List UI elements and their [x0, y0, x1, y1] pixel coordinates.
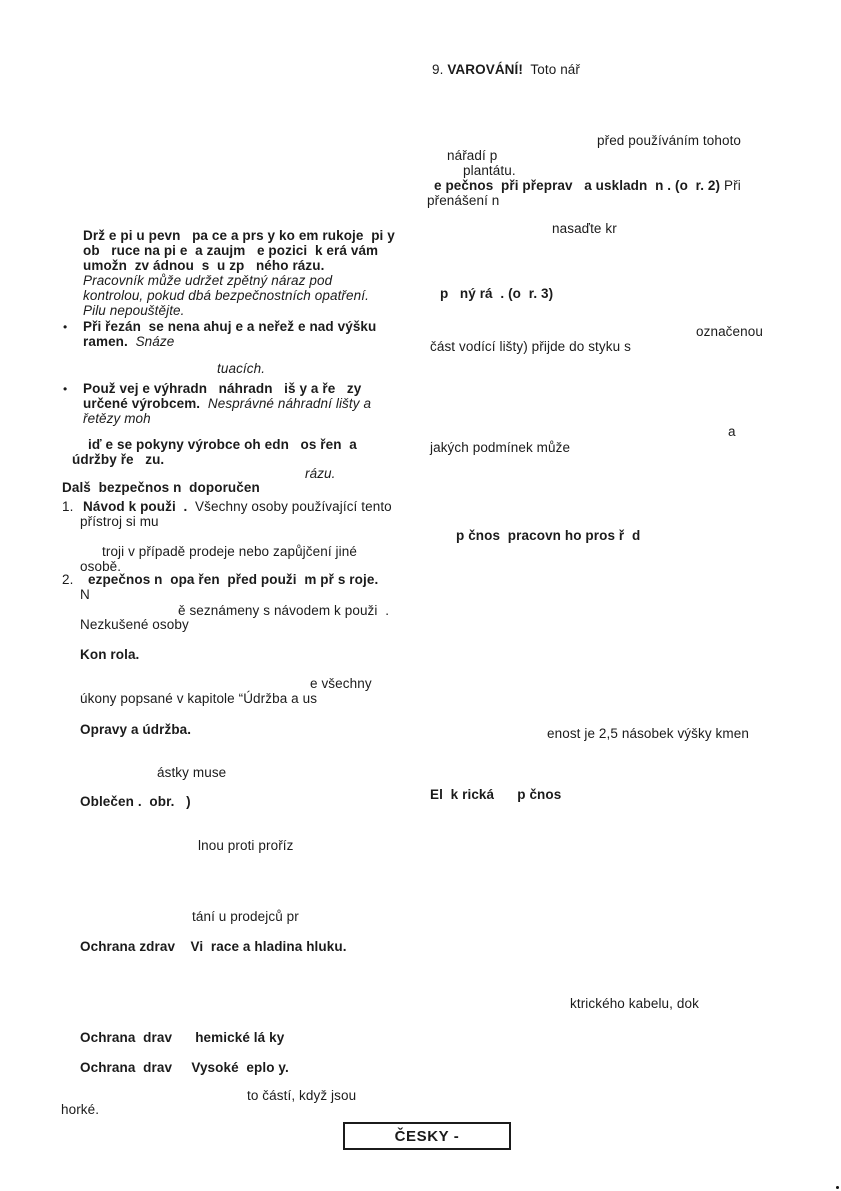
overreach-bold-line-1: Při řezán se nena ahuj e a neřež e nad výšku [83, 319, 377, 334]
list-item-2-number: 2. [62, 572, 74, 587]
grip-italic-line-3: Pilu nepouštějte. [83, 303, 185, 318]
usage-line-3: plantátu. [463, 163, 516, 178]
health-heat-heading: Ochrana drav Vysoké eplo y. [80, 1060, 289, 1075]
follow-italic-line: rázu. [305, 466, 336, 481]
bullet-icon: • [63, 382, 68, 396]
list-item-1-line-2: přístroj si mu [80, 514, 159, 529]
more-safety-heading: Dalš bezpečnos n doporučen [62, 480, 260, 495]
overreach-bold-2: ramen. [83, 334, 128, 349]
conditions-line-1: a [728, 424, 736, 439]
inspection-line-1: e všechny [310, 676, 372, 691]
grip-italic-line-1: Pracovník může udržet zpětný náraz pod [83, 273, 333, 288]
felling-distance-line: enost je 2,5 násobek výšky kmen [547, 726, 749, 741]
list-item-1-line-3: troji v případě prodeje nebo zapůjčení jiné [102, 544, 357, 559]
heat-line-1: to částí, když jsou [247, 1088, 357, 1103]
list-item-1-title-line [83, 499, 392, 515]
list-item-2-line-4: Nezkušené osoby [80, 617, 189, 632]
inspection-line-2: úkony popsané v kapitole “Údržba a us [80, 691, 318, 706]
health-chemicals-heading: Ochrana drav hemické lá ky [80, 1030, 285, 1045]
follow-bold-line-1: iď e se pokyny výrobce oh edn os řen a [88, 437, 357, 452]
work-environment-heading: p čnos pracovn ho pros ř d [456, 528, 641, 543]
warning-heading [432, 62, 580, 78]
grip-bold-line-3: umožn zv ádnou s u zp ného rázu. [83, 258, 325, 273]
electrical-safety-heading: El k rická p čnos [430, 787, 562, 802]
spiked-bumper-heading: p ný rá . (o r. 3) [440, 286, 554, 301]
contact-line-2: část vodící lišty) přijde do styku s [430, 339, 631, 354]
usage-line-2: nářadí p [447, 148, 498, 163]
warning-heading-word: VAROVÁNÍ! [447, 62, 523, 77]
cable-line: ktrického kabelu, dok [570, 996, 699, 1011]
parts-italic-2: řetězy moh [83, 411, 151, 426]
inspection-heading: Kon rola. [80, 647, 140, 662]
repairs-heading: Opravy a údržba. [80, 722, 192, 737]
list-item-1-line-4: osobě. [80, 559, 122, 574]
language-footer-box [343, 1122, 511, 1150]
overreach-italic-2: tuacích. [217, 361, 266, 376]
grip-bold-line-1: Drž e pi u pevn pa ce a prs y ko em rukoje pi y [83, 228, 395, 243]
list-item-2-line-2: N [80, 587, 90, 602]
list-item-1-text: Všechny osoby používající tento [187, 499, 392, 514]
parts-bold-line-1: Použ vej e výhradn náhradn iš y a ře zy [83, 381, 362, 396]
grip-bold-line-2: ob ruce na pi e a zaujm e pozici k erá vám [83, 243, 379, 258]
transport-heading-tail: Při [720, 178, 741, 193]
repairs-line: ástky muse [157, 765, 227, 780]
transport-line-2: přenášení n [427, 193, 500, 208]
language-footer-label: ČESKY - [394, 1127, 460, 1145]
overreach-line-2 [83, 334, 174, 350]
transport-heading: e pečnos při přeprav a uskladn n . (o r. 2) [434, 178, 721, 193]
warning-heading-tail: Toto nář [522, 62, 581, 77]
grip-italic-line-2: kontrolou, pokud dbá bezpečnostních opatření. [83, 288, 369, 303]
parts-italic: Nesprávné náhradní lišty a [200, 396, 372, 411]
list-item-2-title: ezpečnos n opa řen před použi m př s roje. [88, 572, 379, 587]
bullet-icon: • [63, 320, 68, 334]
contact-line-1: označenou [696, 324, 763, 339]
cover-line: nasaďte kr [552, 221, 617, 236]
parts-bold-2: určené výrobcem. [83, 396, 201, 411]
clothing-line-1: lnou proti proříz [198, 838, 294, 853]
heat-line-2: horké. [61, 1102, 100, 1117]
list-item-1-title: Návod k použi . [83, 499, 188, 514]
clothing-heading: Oblečen . obr. ) [80, 794, 191, 809]
usage-line-1: před používáním tohoto [597, 133, 742, 148]
list-item-1-number: 1. [62, 499, 74, 514]
transport-heading-line [434, 178, 741, 194]
follow-bold-line-2: údržby ře zu. [72, 452, 165, 467]
clothing-line-2: tání u prodejců pr [192, 909, 299, 924]
parts-line-2 [83, 396, 371, 412]
warning-heading-number: 9. [432, 62, 448, 77]
conditions-line-2: jakých podmínek může [430, 440, 571, 455]
overreach-italic: Snáze [127, 334, 175, 349]
health-vibration-heading: Ochrana zdrav Vi race a hladina hluku. [80, 939, 347, 954]
list-item-2-line-3: ě seznámeny s návodem k použi . [178, 603, 390, 618]
scan-artifact-dot [836, 1186, 839, 1189]
